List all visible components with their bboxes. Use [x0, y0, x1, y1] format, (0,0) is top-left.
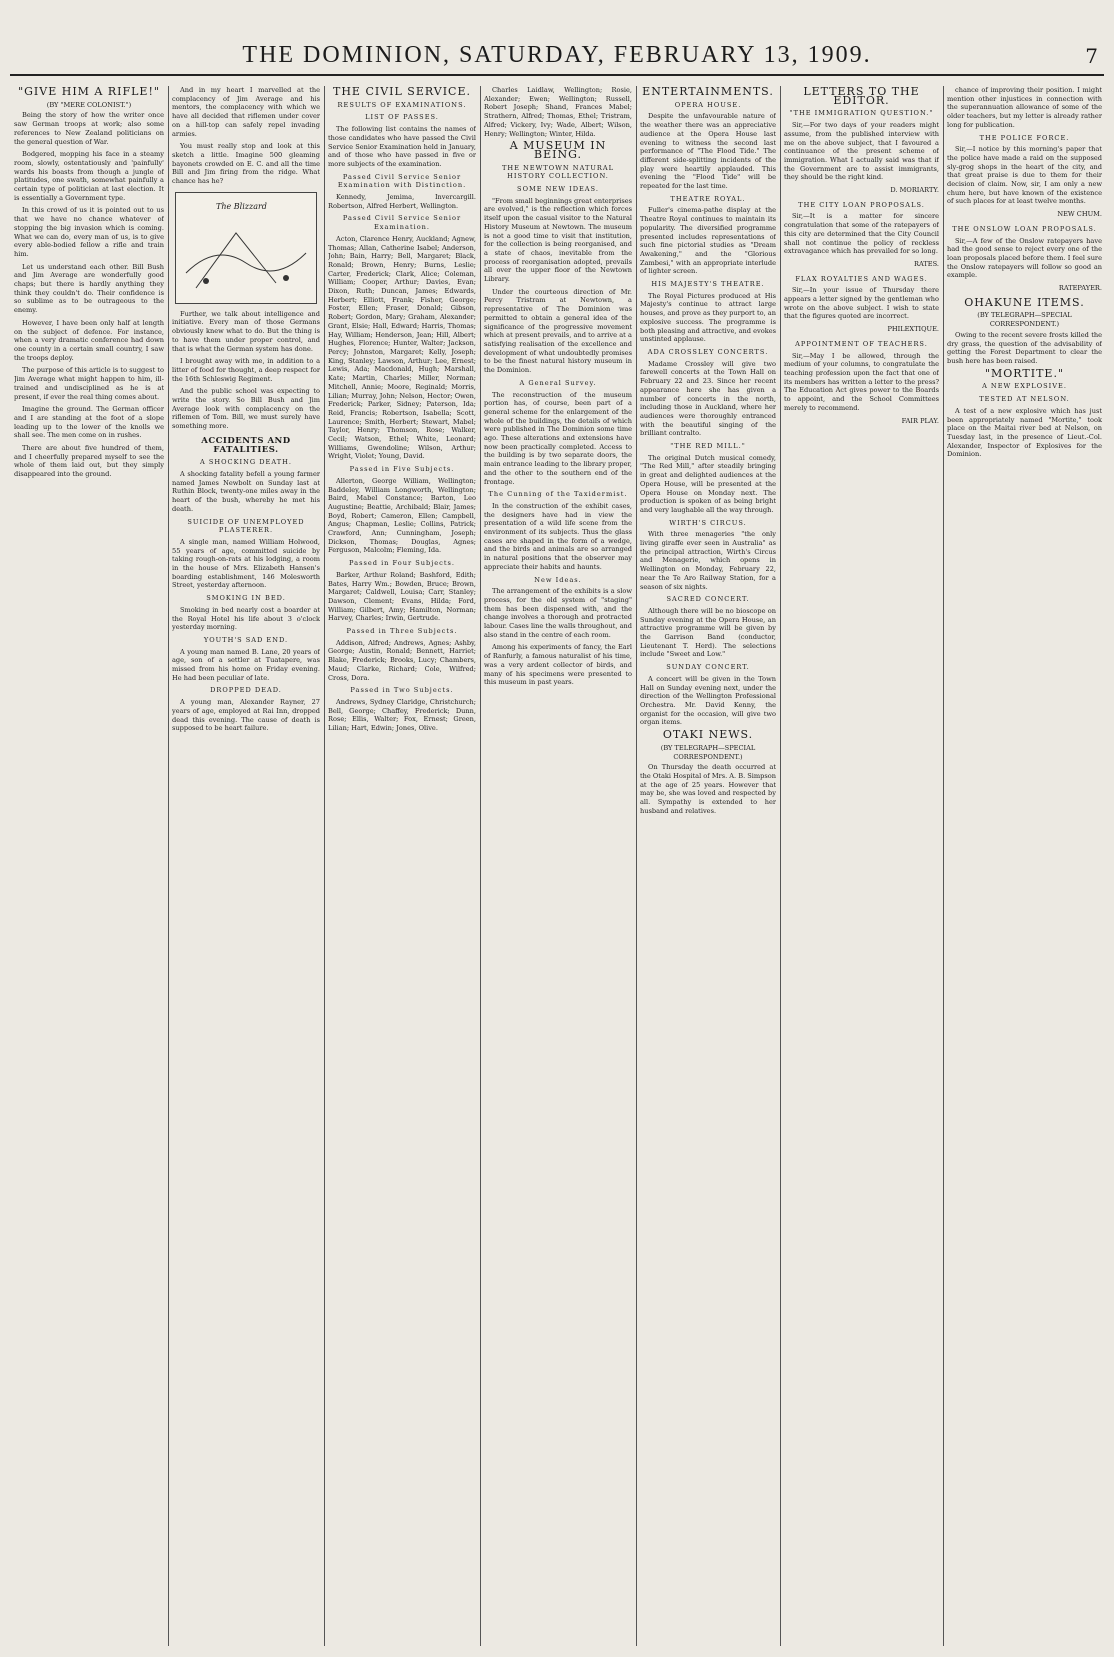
subheading: The Cunning of the Taxidermist. [488, 490, 628, 499]
names-list: Addison, Alfred; Andrews, Agnes; Ashby, George; Austin, Ronald; Bennett, Harriet; Blake, Frederick; Brooks, Lucy; Chambers, Maud; Clarke, Richard; Cole, Wilfred; Cross, Dora. [328, 638, 476, 682]
names-list: Acton, Clarence Henry, Auckland; Agnew, Thomas; Allan, Catherine Isabel; Anderson, John; Bain, Harry; Bell, Margaret; Black, Ronald; Brown, Henry; Burns, Leslie; Carter, Frederick; Clark, Alice; Coleman, William; Cooper, Arthur; Davies, Evan; Dixon, Ruth; Duncan, James; Edwards, Herbert; Elliott, Frank; Fisher, George; Foster, Ellen; Fraser, Donald; Gibson, Robert; Gordon, Mary; Graham, Alexander; Grant, Elsie; Hall, Edward; Harris, Thomas; Hay, William; Henderson, Jean; Hill, Albert; Hughes, Florence; Hunter, Walter; Jackson, Percy; Johnston, Margaret; Kelly, Joseph; King, Stanley; Lawson, Arthur; Lee, Ernest; Lewis, Ada; Macdonald, Hugh; Marshall, Kate; Martin, Charles; Miller, Norman; Mitchell, Annie; Moore, Reginald; Morris, Lilian; Murray, John; Nelson, Hector; Owen, Frederick; Parker, Sidney; Paterson, Ida; Reid, Francis; Robertson, Isabella; Scott, Laurence; Smith, Herbert; Stewart, Mabel; Taylor, Henry; Thomson, Rose; Walker, Cecil; Watson, Ethel; White, Leonard; Williams, Gwendoline; Wilson, Arthur; Wright, Violet; Young, David. [328, 234, 476, 461]
subheading: SUNDAY CONCERT. [666, 663, 750, 672]
section-heading: LETTERS TO THE EDITOR. [803, 86, 920, 107]
paragraph: And in my heart I marvelled at the complacency of Jim Average and his mentors, the complacency with which we have all decided that riflemen under cover on a hill-top can safely repel invading armies. [172, 86, 320, 138]
paragraph: Imagine the ground. The German officer and I are standing at the foot of a slope leading up to the lower of the knolls we shall see. The men come on in rushes. [14, 405, 164, 440]
group-title: Passed in Four Subjects. [349, 559, 455, 568]
subheading: YOUTH'S SAD END. [203, 635, 289, 644]
page-number: 7 [1085, 44, 1098, 68]
column-1 [14, 86, 164, 1646]
paragraph: The original Dutch musical comedy, "The Red Mill," after steadily bringing in great and delighted audiences at the Opera House, will be presented at the Opera House on Monday next. The production is spoken of as being bright and very laughable all the way through. [640, 453, 776, 514]
subheading: HIS MAJESTY'S THEATRE. [651, 280, 765, 289]
letter-signature: NEW CHUM. [1057, 210, 1102, 219]
column-3 [328, 86, 476, 1646]
paragraph: Owing to the recent severe frosts killed the dry grass, the question of the advisability of getting the Forest Department to clear the bush here has been raised. [947, 330, 1102, 365]
names-list: Barker, Arthur Roland; Bashford, Edith; Bates, Harry Wm.; Bowden, Bruce; Brown, Margaret; Caldwell, Louisa; Carr, Stanley; Dawson, Clement; Evans, Hilda; Ford, William; Gilbert, Amy; Hamilton, Norman; Harvey, Charles; Irwin, Gertrude. [328, 570, 476, 623]
group-title: Passed in Five Subjects. [349, 465, 455, 474]
subheading: "THE RED MILL." [670, 442, 746, 451]
column-rule [324, 86, 325, 1646]
paragraph: The arrangement of the exhibits is a slow process, for the old system of "staging" them has been dispensed with, and the change involves a thorough and protracted labour. Cases line the walls throughout, and also stand in the centre of each room. [484, 587, 632, 639]
subheading: THEATRE ROYAL. [670, 194, 746, 203]
paragraph: You must really stop and look at this sketch a little. Imagine 500 gleaming bayonets crowded on E. C. and all the time Bill and Jim firing from the ridge. What chance has he? [172, 142, 320, 186]
section-heading: THE CIVIL SERVICE. [333, 86, 471, 98]
paragraph: chance of improving their position. I might mention other injustices in connection with the superannuation allowance of some of the older teachers, but my letter is already rather long for publication. [947, 86, 1102, 129]
article-byline: (BY "MERE COLONIST.") [46, 100, 132, 109]
letter-signature: D. MORIARTY. [890, 186, 939, 195]
paragraph: Although there will be no bioscope on Sunday evening at the Opera House, an attractive programme will be given by the Garrison Band (conductor, Lieutenant T. Herd). The selections include "Sweet and Low." [640, 606, 776, 659]
letter-body: Sir,—May I be allowed, through the medium of your columns, to congratulate the teaching profession upon the fact that one of its members has written a letter to the press? The Education Act gives power to the Boards to appoint, and the School Committees merely to recommend. [784, 351, 939, 412]
paragraph: And the public school was expecting to write the story. So Bill Bush and Jim Average look with complacency on the riflemen of Tom. Bill, we must surely have something more. [172, 387, 320, 431]
subheading: LIST OF PASSES. [365, 113, 439, 122]
letter-title: THE CITY LOAN PROPOSALS. [798, 200, 925, 209]
group-title: Passed Civil Service Senior Examination. [342, 214, 462, 232]
subheading: WIRTH'S CIRCUS. [669, 518, 747, 527]
letter-signature: PHILEXTIQUE. [887, 325, 939, 334]
subheading: OPERA HOUSE. [674, 100, 742, 109]
paragraph: There are about five hundred of them, and I cheerfully prepared myself to see the whole of them laid out, but they simply disappeared into the ground. [14, 444, 164, 479]
letter-body: Sir,—In your issue of Thursday there appears a letter signed by the gentleman who wrote on the above subject. I wish to state that the figures quoted are incorrect. [784, 286, 939, 321]
section-heading: ENTERTAINMENTS. [642, 86, 774, 98]
subheading: RESULTS OF EXAMINATIONS. [337, 100, 467, 109]
paragraph: The purpose of this article is to suggest to Jim Average what might happen to him, ill-trained and undisciplined as he is at present, if ever the real thing comes about. [14, 366, 164, 401]
paragraph: A concert will be given in the Town Hall on Sunday evening next, under the direction of the Wellington Professional Orchestra. Mr. David Kenny, the organist for the occasion, will give two organ items. [640, 674, 776, 727]
paragraph: I brought away with me, in addition to a litter of food for thought, a deep respect for the 16th Schleswig Regiment. [172, 357, 320, 383]
article-byline: (BY TELEGRAPH—SPECIAL CORRESPONDENT.) [977, 311, 1072, 329]
subheading: DROPPED DEAD. [210, 686, 282, 695]
letter-signature: FAIR PLAY. [901, 416, 939, 425]
group-title: Passed Civil Service Senior Examination with Distinction. [337, 172, 467, 190]
paragraph: Bodgered, mopping his face in a steamy room, slowly, ostentatiously and 'painfully' wards his boasts from though a jungle of platitudes, one swath, somewhat painfully a certain type of politician at last election. It is essentially a Government type. [14, 150, 164, 202]
column-rule [943, 86, 944, 1646]
paragraph: A young man named B. Lane, 20 years of age, son of a settler at Tuatapere, was missed from his home on Friday evening. He had been peculiar of late. [172, 647, 320, 682]
paragraph: The following list contains the names of those candidates who have passed the Civil Service Senior Examination held in January, and of those who have passed in five or more subjects of the examination. [328, 125, 476, 168]
letter-body: Sir,—A few of the Onslow ratepayers have had the good sense to reject every one of the loan proposals placed before them. I feel sure the Onslow ratepayers will follow so good an example. [947, 236, 1102, 280]
letter-title: "THE IMMIGRATION QUESTION." [789, 109, 934, 118]
paragraph: Among his experiments of fancy, the Earl of Ranfurly, a famous naturalist of his time, was a very ardent collector of birds, and many of his specimens were presented to this museum in past years. [484, 643, 632, 687]
group-title: Passed in Three Subjects. [346, 627, 458, 636]
paragraph: Smoking in bed nearly cost a boarder at the Royal Hotel his life about 3 o'clock yesterday morning. [172, 605, 320, 632]
masthead [10, 38, 1104, 76]
letter-body: Sir,—It is a matter for sincere congratulation that some of the ratepayers of this city are determined that the City Council shall not continue the policy of reckless extravagance which has prevailed for so long. [784, 212, 939, 256]
cartoon-illustration [175, 192, 317, 304]
cartoon-title: The Blizzard [216, 201, 267, 211]
paragraph: In the construction of the exhibit cases, the designers have had in view the presentation of a wild life scene from the environment of its subjects. Thus the glass cases are shaped in the form of a wedge, and the birds and animals are so arranged in natural positions that the observer may appreciate their habits and haunts. [484, 501, 632, 571]
paragraph: On Thursday the death occurred at the Otaki Hospital of Mrs. A. B. Simpson at the age of 25 years. However that may be, she was loved and respected by all. Sympathy is extended to her husband and relatives. [640, 763, 776, 815]
letter-signature: RATEPAYER. [1058, 284, 1102, 293]
group-title: Passed in Two Subjects. [350, 686, 454, 695]
paragraph: Under the courteous direction of Mr. Percy Tristram at Newtown, a representative of The Dominion was permitted to obtain a general idea of the significance of the progressive movement which at present prevails, and to arrive at a satisfying realisation of the excellence and development of what undoubtedly promises to be the finest natural history museum in the Dominion. [484, 287, 632, 375]
paragraph: A young man, Alexander Rayner, 27 years of age, employed at Rai Inn, dropped dead this evening. The cause of death is supposed to be heart failure. [172, 698, 320, 733]
letter-title: THE POLICE FORCE. [979, 133, 1070, 142]
letter-title: APPOINTMENT OF TEACHERS. [795, 339, 928, 348]
subheading: SOME NEW IDEAS. [517, 185, 599, 194]
column-4 [484, 86, 632, 1646]
letter-body: Sir,—I notice by this morning's paper that the police have made a raid on the supposed sly-grog shops in the heart of the city, and that great praise is due to them for their decision of claim. Now, sir, I am only a new chum here, but have known of the existence of such places for at least twelve months. [947, 145, 1102, 206]
paragraph: Fuller's cinema-pathe display at the Theatre Royal continues to maintain its popularity. The diversified programme presented includes representations of such fine pictorial studies as "Dream Awakening," and the "Glorious Zambesi," with an appropriate interlude of lighter screen. [640, 206, 776, 276]
column-rule [780, 86, 781, 1646]
paragraph: A test of a new explosive which has just been appropriately named "Mortite," took place on the Maitai river bed at Nelson, on Tuesday last, in the presence of Lieut.-Col. Alexander, Inspector of Explosives for the Dominion. [947, 406, 1102, 459]
paragraph: With three menageries "the only living giraffe ever seen in Australia" as the principal attraction, Wirth's Circus and Menagerie, which opens in Wellington on Monday, February 22, near the Te Aro Railway Station, for a season of six nights. [640, 530, 776, 591]
column-5 [640, 86, 776, 1646]
letter-body: Sir,—For two days of your readers might assume, from the published interview with me on the above subject, that I favoured a continuance of the present scheme of immigration. What I actually said was that if the Government are to assist immigrants, they should be the right kind. [784, 121, 939, 182]
subheading: THE NEWTOWN NATURAL HISTORY COLLECTION. [501, 163, 615, 181]
paragraph: A shocking fatality befell a young farmer named James Newbolt on Sunday last at Ruthin Block, twenty-one miles away in the heart of the bush, whereby he met his death. [172, 469, 320, 513]
subheading: New Ideas. [534, 575, 582, 584]
paragraph: A single man, named William Holwood, 55 years of age, committed suicide by taking rough-on-rats at his lodging, a room in the house of Mrs. Elizabeth Hansen's boarding establishment, 146 Molesworth Street, yesterday afternoon. [172, 537, 320, 590]
subheading: A General Survey. [519, 378, 597, 387]
subheading: TESTED AT NELSON. [979, 395, 1070, 404]
letter-title: THE ONSLOW LOAN PROPOSALS. [952, 224, 1097, 233]
paragraph: "From small beginnings great enterprises are evolved," is the reflection which forces itself upon the casual visitor to the Natural History Museum at Newtown. The museum is not a good time to visit that institution, for the collection is being reorganised, and a state of chaos, inevitable from the process of reorganisation adopted, prevails all over the upper floor of the Newtown Library. [484, 196, 632, 284]
article-headline: A MUSEUM IN BEING. [509, 139, 607, 161]
subheading: ADA CROSSLEY CONCERTS. [647, 347, 769, 356]
subheading: A SHOCKING DEATH. [200, 458, 292, 467]
subheading: SUICIDE OF UNEMPLOYED PLASTERER. [187, 517, 305, 535]
paragraph: Madame Crossley will give two farewell concerts at the Town Hall on February 22 and 23. Since her recent appearance here she has given a number of concerts in the north, including those in Auckland, where her audiences were thoroughly entranced with the beautiful singing of the brilliant contralto. [640, 359, 776, 438]
subheading: SMOKING IN BED. [206, 594, 286, 603]
paragraph: The reconstruction of the museum portion has, of course, been part of a general scheme for the enlargement of the whole of the buildings, the details of which were published in The Dominion some time ago. These alterations and extensions have now been practically completed. Access to the building is by two separate doors, the main entrance leading to the library proper, and the other to the southern end of the frontage. [484, 390, 632, 486]
paragraph: However, I have been only half at length on the subject of defence. For instance, when a very dramatic conference had down one county in a certain small country, I saw the troops deploy. [14, 318, 164, 362]
paragraph: Despite the unfavourable nature of the weather there was an appreciative audience at the Opera House last evening to witness the second last performance of "The Flood Tide." The different side-splitting incidents of the play were heartily applauded. This evening the "Flood Tide" will be repeated for the last time. [640, 112, 776, 191]
article-byline: (BY TELEGRAPH—SPECIAL CORRESPONDENT.) [660, 743, 756, 761]
subheading: SACRED CONCERT. [666, 595, 750, 604]
subheading: A NEW EXPLOSIVE. [982, 382, 1067, 391]
column-2 [172, 86, 320, 1646]
column-7 [947, 86, 1102, 1646]
names-list: Charles Laidlaw, Wellington; Rosie, Alexander; Ewen; Wellington; Russell, Robert Joseph; Shand, Frances Mabel; Strathern, Alfred; Thomas, Ethel; Tristram, Alfred; Vickery, Ivy; Wade, Albert; Wilson, Henry; Wellington; Winter, Hilda. [484, 86, 632, 138]
section-heading: "MORTITE." [984, 366, 1065, 380]
section-heading: OHAKUNE ITEMS. [964, 295, 1085, 309]
names-list: Kennedy, Jemima, Invercargill. Robertson, Alfred Herbert, Wellington. [328, 193, 476, 210]
column-6 [784, 86, 939, 1646]
names-list: Allerton, George William, Wellington; Baddeley, William Longworth, Wellington; Baird, Mabel Constance; Barton, Leo Augustine; Beattie, Archibald; Blair, James; Boyd, Robert; Cameron, Ellen; Campbell, Angus; Chapman, Leslie; Collins, Patrick; Crawford, Ann; Cunningham, Joseph; Dickson, Thomas; Douglas, Agnes; Ferguson, Malcolm; Fleming, Ida. [328, 476, 476, 555]
article-headline: "GIVE HIM A RIFLE!" [18, 86, 160, 98]
section-heading: ACCIDENTS AND FATALITIES. [201, 435, 291, 455]
paragraph: The Royal Pictures produced at His Majesty's continue to attract large houses, and prove as they purport to, an explosive success. The programme is both pleasing and attractive, and evokes unstinted applause. [640, 291, 776, 344]
letter-title: FLAX ROYALTIES AND WAGES. [795, 274, 928, 283]
section-heading: OTAKI NEWS. [662, 728, 754, 742]
paragraph: Let us understand each other. Bill Bush and Jim Average are wonderfully good chaps; but there is hardly anything they think they couldn't do. Their confidence is so sublime as to be outrageous to the enemy. [14, 262, 164, 315]
column-rule [480, 86, 481, 1646]
names-list: Andrews, Sydney Claridge, Christchurch; Bell, George; Chaffey, Frederick; Dunn, Rose; Ellis, Walter; Fox, Ernest; Green, Lilian; Hart, Edwin; Jones, Olive. [328, 698, 476, 733]
masthead-title: THE DOMINION, SATURDAY, FEBRUARY 13, 1909. [242, 42, 872, 68]
column-rule [636, 86, 637, 1646]
letter-signature: RATES. [914, 259, 939, 268]
paragraph: Further, we talk about intelligence and initiative. Every man of those Germans obviously knew what to do. But the thing is to have them under proper control, and that is what the German system has done. [172, 309, 320, 353]
paragraph: Being the story of how the writer once saw German troops at work; also some references to New Zealand politicians on the general question of War. [14, 111, 164, 146]
paragraph: In this crowd of us it is pointed out to us that we have no chance whatever of stopping the big invasion which is coming. What we can do, every man of us, is to give every able-bodied fellow a rifle and train him. [14, 206, 164, 258]
column-rule [168, 86, 169, 1646]
